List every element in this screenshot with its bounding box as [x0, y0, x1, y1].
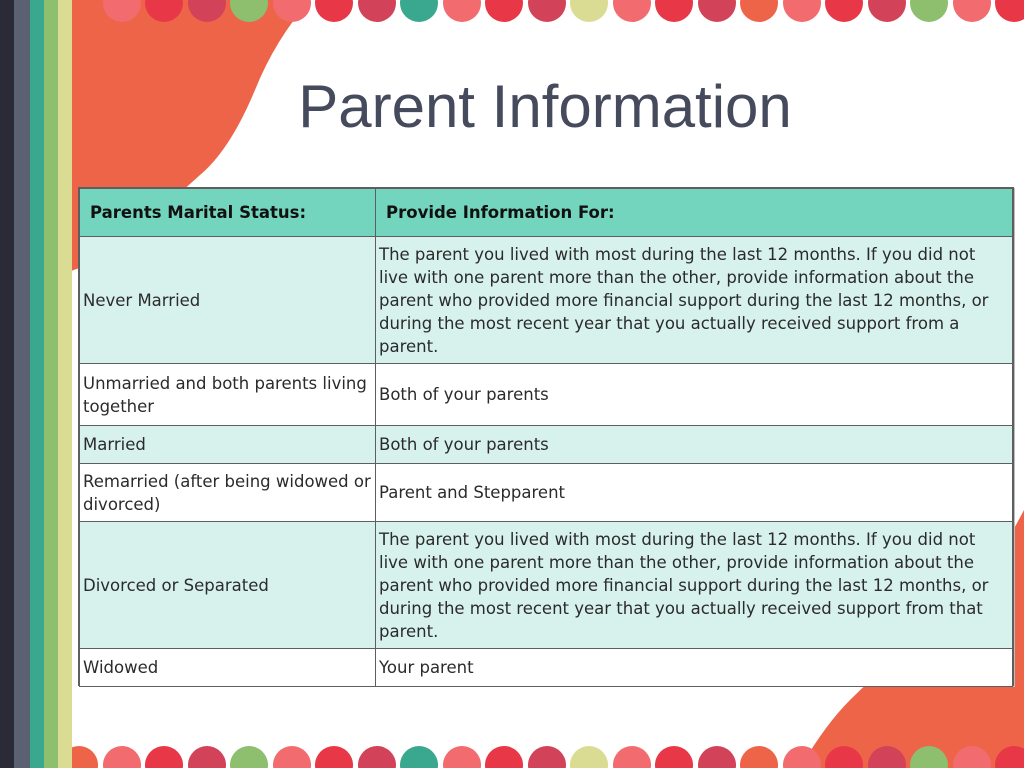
status-cell: Married — [80, 426, 376, 464]
page-title: Parent Information — [298, 73, 792, 140]
status-cell: Widowed — [80, 649, 376, 687]
decorative-dot — [953, 0, 991, 22]
decorative-dot — [230, 0, 268, 22]
decorative-dot — [273, 746, 311, 768]
decorative-dot — [995, 0, 1024, 22]
table-row — [80, 426, 1013, 464]
info-cell: The parent you lived with most during the last 12 months. If you did not live with one parent more than the other, provide information about the parent who provided more financial support during the last 12 months, or during the most recent year that you actually received support from that parent. — [376, 522, 1013, 649]
decorative-dot — [995, 746, 1024, 768]
decorative-dot — [400, 0, 438, 22]
decorative-dot — [783, 0, 821, 22]
decorative-dot — [145, 0, 183, 22]
table-row — [80, 649, 1013, 687]
status-cell: Remarried (after being widowed or divorced) — [80, 464, 376, 522]
decorative-dot — [103, 0, 141, 22]
decorative-dot — [315, 0, 353, 22]
decorative-dot — [443, 0, 481, 22]
decorative-dot — [825, 0, 863, 22]
decorative-dot — [188, 746, 226, 768]
info-cell: Both of your parents — [376, 364, 1013, 426]
table-header-row — [80, 189, 1013, 237]
decorative-dot — [953, 746, 991, 768]
info-cell: Both of your parents — [376, 426, 1013, 464]
table-row — [80, 522, 1013, 649]
decorative-dot — [358, 746, 396, 768]
decorative-dot — [273, 0, 311, 22]
header-provide-info: Provide Information For: — [376, 189, 1013, 237]
table-row — [80, 237, 1013, 364]
table-row — [80, 364, 1013, 426]
top-dot-border — [72, 0, 1024, 22]
decorative-dot — [868, 746, 906, 768]
decorative-dot — [230, 746, 268, 768]
decorative-dot — [485, 746, 523, 768]
status-cell: Never Married — [80, 237, 376, 364]
decorative-dot — [910, 746, 948, 768]
info-cell: Your parent — [376, 649, 1013, 687]
decorative-dot — [825, 746, 863, 768]
decorative-dot — [528, 0, 566, 22]
header-marital-status: Parents Marital Status: — [80, 189, 376, 237]
decorative-dot — [570, 0, 608, 22]
decorative-dot — [315, 746, 353, 768]
decorative-dot — [655, 746, 693, 768]
left-stripe-decoration — [0, 0, 72, 768]
status-cell: Unmarried and both parents living together — [80, 364, 376, 426]
decorative-dot — [72, 0, 98, 22]
decorative-dot — [613, 746, 651, 768]
decorative-dot — [698, 746, 736, 768]
decorative-dot — [72, 746, 98, 768]
decorative-dot — [358, 0, 396, 22]
decorative-dot — [145, 746, 183, 768]
decorative-dot — [868, 0, 906, 22]
info-cell: The parent you lived with most during the last 12 months. If you did not live with one parent more than the other, provide information about the parent who provided more financial support during the last 12 months, or during the most recent year that you actually received support from a parent. — [376, 237, 1013, 364]
decorative-dot — [613, 0, 651, 22]
decorative-dot — [655, 0, 693, 22]
decorative-dot — [400, 746, 438, 768]
table-row — [80, 464, 1013, 522]
decorative-dot — [698, 0, 736, 22]
status-cell: Divorced or Separated — [80, 522, 376, 649]
parent-info-table — [78, 187, 1014, 686]
decorative-dot — [103, 746, 141, 768]
decorative-dot — [485, 0, 523, 22]
decorative-dot — [910, 0, 948, 22]
decorative-dot — [740, 0, 778, 22]
decorative-dot — [188, 0, 226, 22]
decorative-dot — [783, 746, 821, 768]
decorative-dot — [740, 746, 778, 768]
info-cell: Parent and Stepparent — [376, 464, 1013, 522]
decorative-dot — [528, 746, 566, 768]
bottom-dot-border — [72, 746, 1024, 768]
decorative-dot — [570, 746, 608, 768]
decorative-dot — [443, 746, 481, 768]
